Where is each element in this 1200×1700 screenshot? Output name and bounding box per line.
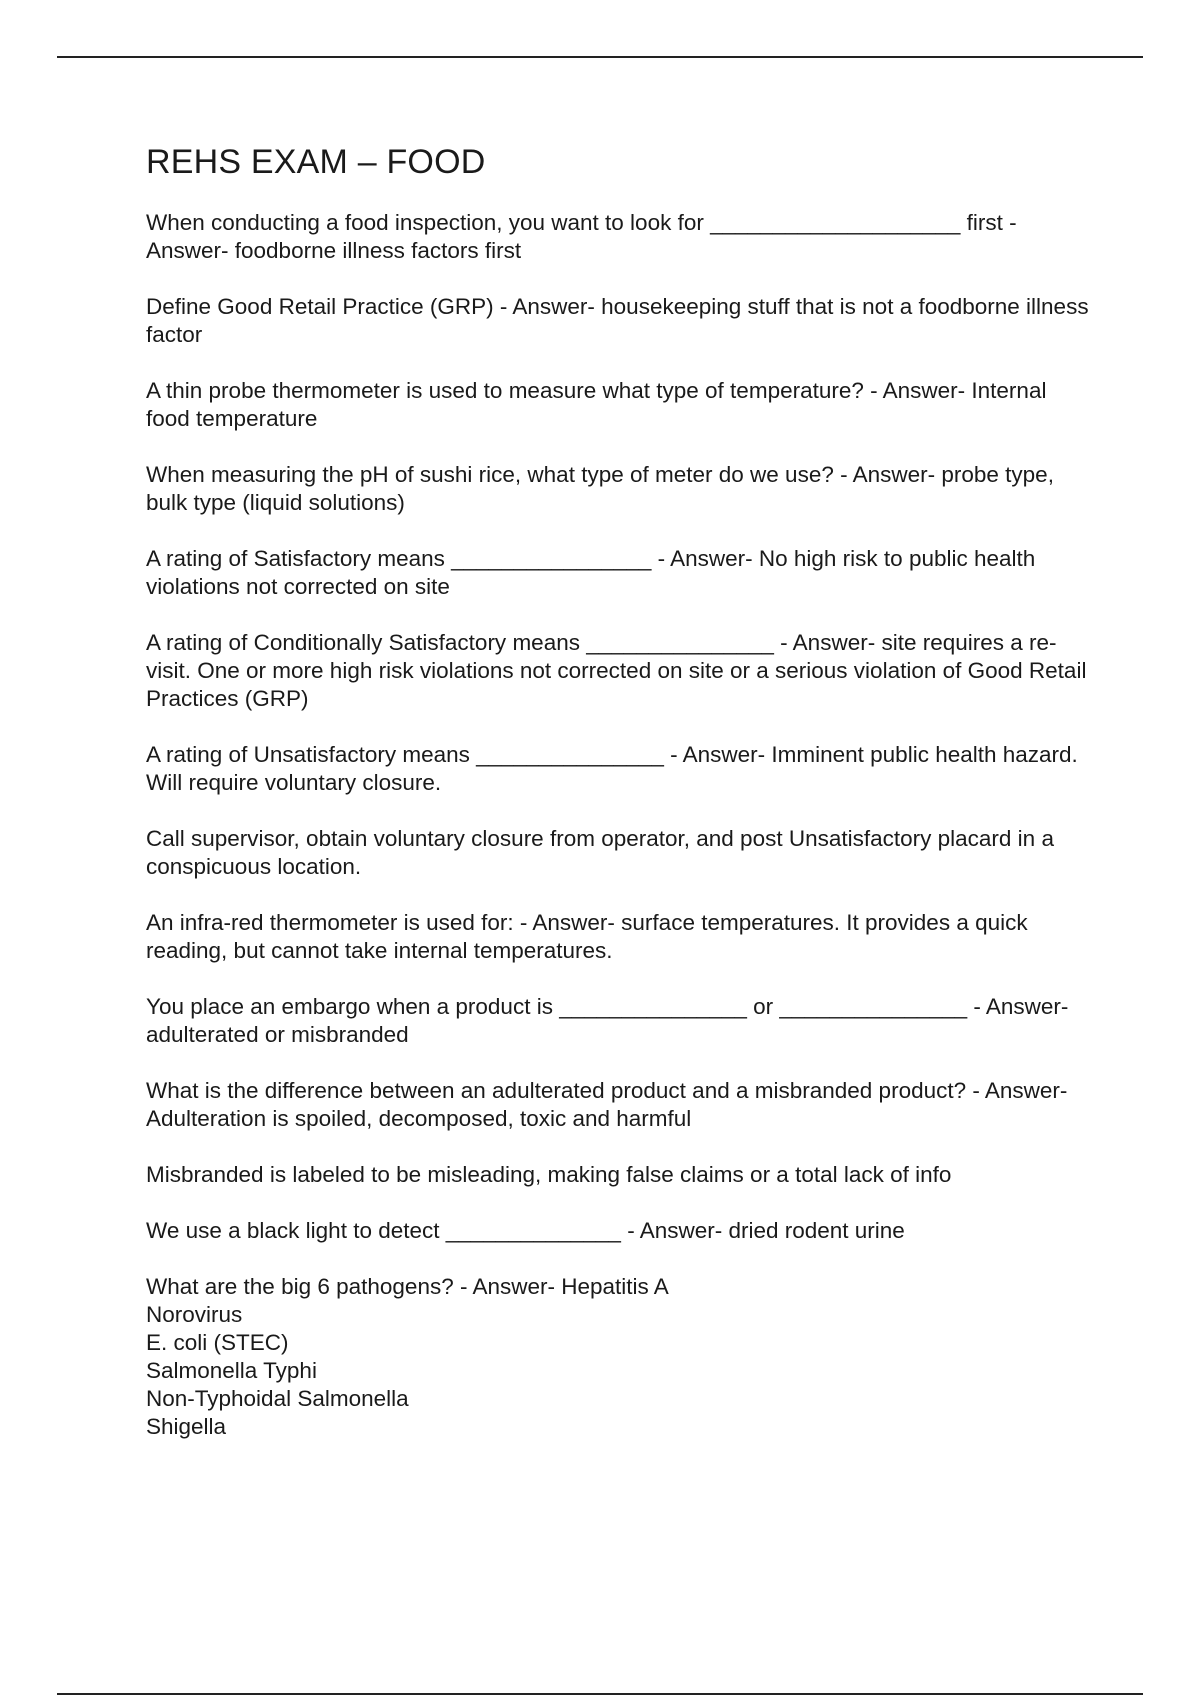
qa-item-1: When conducting a food inspection, you want to look for ____________________ first - Answer- foodborne illness factors first xyxy=(146,210,1017,263)
qa-item-12: Misbranded is labeled to be misleading, making false claims or a total lack of info xyxy=(146,1162,952,1187)
bottom-divider xyxy=(57,1693,1143,1695)
qa-item-5: A rating of Satisfactory means ________________ - Answer- No high risk to public health violations not corrected on site xyxy=(146,546,1036,599)
qa-item-10: You place an embargo when a product is _______________ or _______________ - Answer- adulterated or misbranded xyxy=(146,994,1069,1047)
qa-item-3: A thin probe thermometer is used to measure what type of temperature? - Answer- Internal food temperature xyxy=(146,378,1047,431)
top-divider xyxy=(57,56,1143,58)
qa-item-4: When measuring the pH of sushi rice, what type of meter do we use? - Answer- probe type, bulk type (liquid solutions) xyxy=(146,462,1054,515)
qa-item-14: What are the big 6 pathogens? - Answer- Hepatitis A Norovirus E. coli (STEC) Salmonella Typhi Non-Typhoidal Salmonella Shigella xyxy=(146,1274,669,1439)
qa-item-13: We use a black light to detect ______________ - Answer- dried rodent urine xyxy=(146,1218,905,1243)
qa-item-6: A rating of Conditionally Satisfactory means _______________ - Answer- site requires a re-visit. One or more high risk violations not corrected on site or a serious violation of Good Retail Practices (GRP) xyxy=(146,630,1087,711)
document-body xyxy=(146,142,1096,1469)
qa-item-11: What is the difference between an adulterated product and a misbranded product? - Answer- Adulteration is spoiled, decomposed, toxic and harmful xyxy=(146,1078,1068,1131)
qa-item-8: Call supervisor, obtain voluntary closure from operator, and post Unsatisfactory placard in a conspicuous location. xyxy=(146,826,1054,879)
qa-item-9: An infra-red thermometer is used for: - Answer- surface temperatures. It provides a quick reading, but cannot take internal temperatures. xyxy=(146,910,1028,963)
qa-item-2: Define Good Retail Practice (GRP) - Answer- housekeeping stuff that is not a foodborne illness factor xyxy=(146,294,1089,347)
page-title: REHS EXAM – FOOD xyxy=(146,143,486,181)
qa-item-7: A rating of Unsatisfactory means _______________ - Answer- Imminent public health hazard. Will require voluntary closure. xyxy=(146,742,1078,795)
